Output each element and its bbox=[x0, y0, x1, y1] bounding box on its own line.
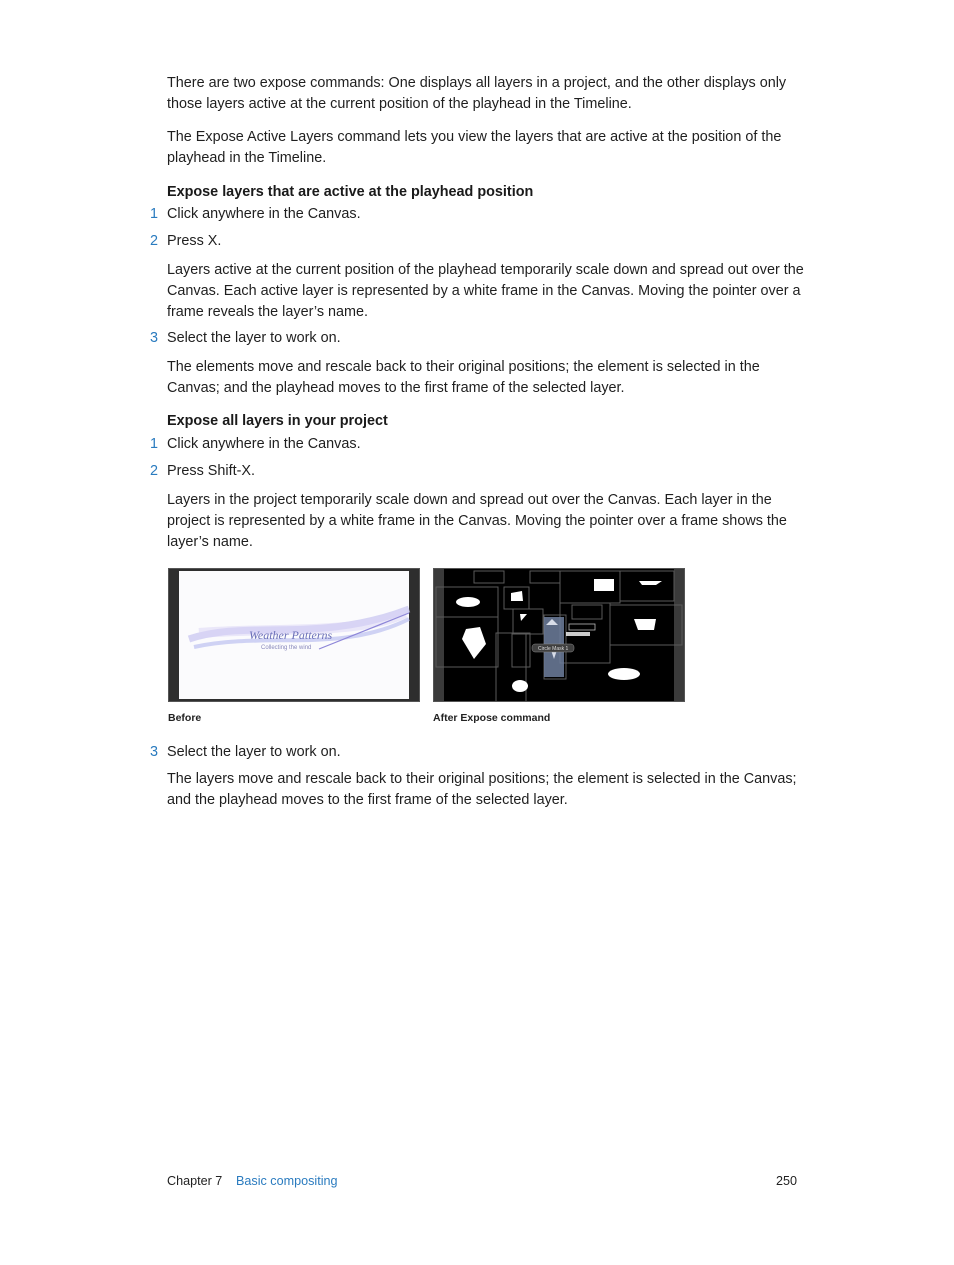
after-canvas bbox=[434, 569, 684, 701]
intro-paragraph-1: There are two expose commands: One displays all layers in a project, and the other displays only those layers active at the current position of the playhead in the Timeline. bbox=[167, 75, 787, 112]
before-title-text: Weather Patterns bbox=[249, 628, 333, 642]
step-label: Press Shift-X. bbox=[167, 463, 255, 479]
step-number: 2 bbox=[150, 463, 159, 479]
step-label: Select the layer to work on. bbox=[167, 330, 341, 346]
step-label: Press X. bbox=[167, 233, 222, 249]
section-heading-active-layers: Expose layers that are active at the playhead position bbox=[167, 184, 534, 200]
step-description: Layers in the project temporarily scale down and spread out over the Canvas. Each layer in the project is represented by a white frame in the Canvas. Moving the pointer over a frame shows the layer’s name. bbox=[167, 492, 787, 550]
step-number: 1 bbox=[150, 206, 159, 222]
step-number: 1 bbox=[150, 436, 159, 452]
step-label: Select the layer to work on. bbox=[167, 744, 341, 760]
footer-chapter: Chapter 7 bbox=[167, 1174, 223, 1188]
footer-page-number: 250 bbox=[776, 1174, 798, 1188]
layer-name-tooltip: Circle Mask 1 bbox=[538, 646, 569, 652]
step-description: The layers move and rescale back to their original positions; the element is selected in the Canvas; and the playhead moves to the first frame of the selected layer. bbox=[167, 771, 797, 808]
step-description: The elements move and rescale back to their original positions; the element is selected in the Canvas; and the playhead moves to the first frame of the selected layer. bbox=[167, 359, 760, 396]
figure-caption-before: Before bbox=[168, 712, 202, 724]
before-screenshot bbox=[168, 568, 420, 702]
figure-caption-after: After Expose command bbox=[433, 712, 551, 724]
intro-paragraph-2: The Expose Active Layers command lets you view the layers that are active at the position of the playhead in the Timeline. bbox=[167, 129, 782, 166]
step-label: Click anywhere in the Canvas. bbox=[167, 206, 361, 222]
before-subtitle-text: Collecting the wind bbox=[261, 645, 312, 651]
after-screenshot bbox=[433, 568, 685, 702]
before-canvas bbox=[169, 569, 419, 701]
step-number: 2 bbox=[150, 233, 159, 249]
footer-chapter-link[interactable]: Basic compositing bbox=[236, 1174, 338, 1188]
step-label: Click anywhere in the Canvas. bbox=[167, 436, 361, 452]
step-number: 3 bbox=[150, 744, 159, 760]
step-description: Layers active at the current position of the playhead temporarily scale down and spread out over the Canvas. Each active layer is represented by a white frame in the Canvas. Moving the pointer over a frame reveals the layer’s name. bbox=[167, 262, 804, 320]
section-heading-all-layers: Expose all layers in your project bbox=[167, 413, 388, 429]
step-number: 3 bbox=[150, 330, 159, 346]
